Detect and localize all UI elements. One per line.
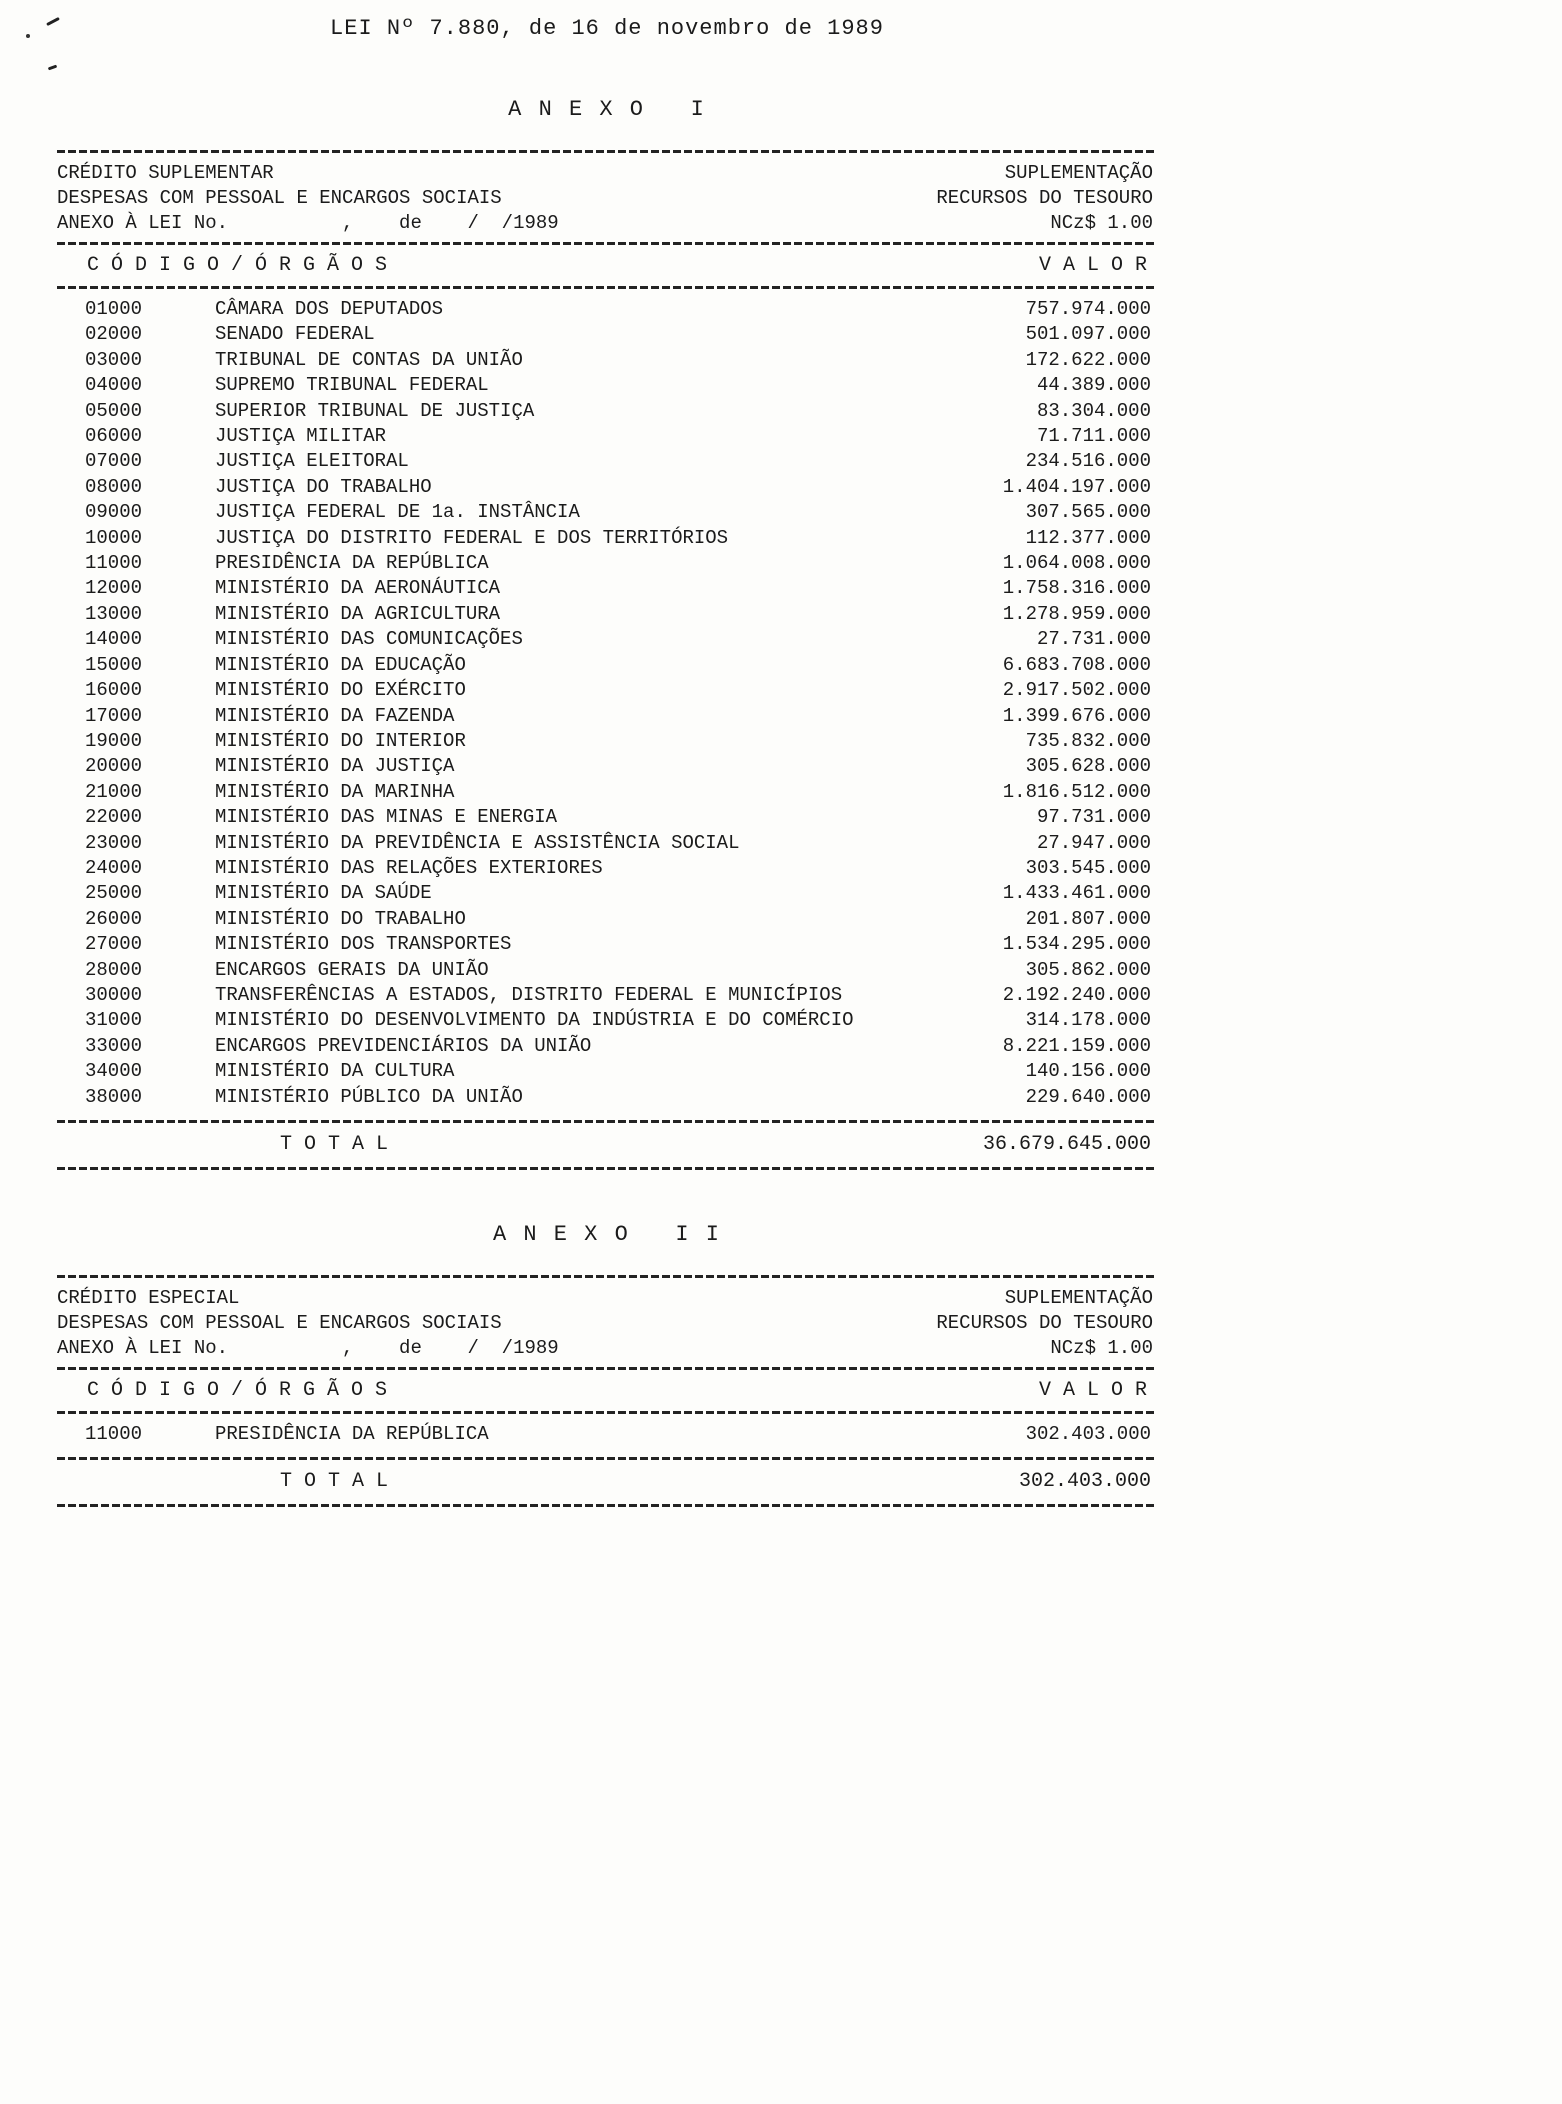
suplementacao-label: SUPLEMENTAÇÃO	[1004, 162, 1153, 184]
row-value: 172.622.000	[1025, 348, 1151, 371]
row-organ-name: JUSTIÇA ELEITORAL	[215, 450, 409, 473]
table-row	[57, 653, 1157, 678]
row-code: 24000	[85, 856, 143, 879]
row-organ-name: MINISTÉRIO DO TRABALHO	[215, 907, 466, 930]
row-code: 27000	[85, 933, 143, 956]
row-organ-name: JUSTIÇA DO DISTRITO FEDERAL E DOS TERRITÓRIOS	[215, 526, 729, 549]
table-row	[57, 1422, 1157, 1447]
row-code: 03000	[85, 348, 143, 371]
row-organ-name: ENCARGOS GERAIS DA UNIÃO	[215, 958, 489, 981]
row-value: 305.862.000	[1025, 958, 1151, 981]
row-code: 17000	[85, 704, 143, 727]
column-header-codigo-orgaos: C Ó D I G O / Ó R G Ã O S	[87, 254, 388, 277]
table-row	[57, 831, 1157, 856]
row-code: 12000	[85, 577, 143, 600]
row-code: 04000	[85, 374, 143, 397]
anexo-lei-label: ANEXO À LEI No. , de / /1989	[57, 1337, 559, 1359]
table-row	[57, 475, 1157, 500]
table-row	[57, 1059, 1157, 1084]
anexo1-column-headers	[57, 245, 1157, 286]
recursos-label: RECURSOS DO TESOURO	[936, 1312, 1153, 1334]
column-header-codigo-orgaos: C Ó D I G O / Ó R G Ã O S	[87, 1379, 388, 1402]
table-row	[57, 958, 1157, 983]
row-value: 303.545.000	[1025, 856, 1151, 879]
document-page	[57, 0, 1157, 1507]
total-value: 302.403.000	[1018, 1470, 1151, 1494]
row-code: 11000	[85, 1423, 143, 1445]
anexo-lei-label: ANEXO À LEI No. , de / /1989	[57, 212, 559, 234]
table-row	[57, 932, 1157, 957]
header-line	[57, 1336, 1153, 1361]
table-row	[57, 322, 1157, 347]
currency-unit-label: NCz$ 1.00	[1050, 212, 1153, 234]
total-value: 36.679.645.000	[982, 1133, 1151, 1156]
row-value: 1.404.197.000	[1002, 475, 1151, 498]
row-code: 30000	[85, 983, 143, 1006]
row-code: 02000	[85, 323, 143, 346]
table-row	[57, 424, 1157, 449]
header-line	[57, 161, 1153, 186]
anexo2-heading: A N E X O I I	[492, 1222, 722, 1247]
row-organ-name: MINISTÉRIO DAS MINAS E ENERGIA	[215, 806, 558, 829]
row-value: 201.807.000	[1025, 907, 1151, 930]
row-organ-name: JUSTIÇA DO TRABALHO	[215, 475, 432, 498]
header-line	[57, 211, 1153, 236]
row-value: 1.399.676.000	[1002, 704, 1151, 727]
row-value: 735.832.000	[1025, 729, 1151, 752]
despesas-label: DESPESAS COM PESSOAL E ENCARGOS SOCIAIS	[57, 1312, 502, 1334]
row-organ-name: MINISTÉRIO DA AGRICULTURA	[215, 602, 501, 625]
table-row	[57, 983, 1157, 1008]
table-row	[57, 1008, 1157, 1033]
divider-dashed	[57, 1504, 1157, 1507]
row-organ-name: MINISTÉRIO DA FAZENDA	[215, 704, 455, 727]
table-row	[57, 348, 1157, 373]
row-code: 01000	[85, 298, 143, 320]
table-row	[57, 373, 1157, 398]
row-value: 757.974.000	[1025, 298, 1151, 320]
row-value: 307.565.000	[1025, 501, 1151, 524]
row-organ-name: CÂMARA DOS DEPUTADOS	[215, 298, 444, 320]
row-organ-name: MINISTÉRIO DA JUSTIÇA	[215, 755, 455, 778]
row-code: 25000	[85, 882, 143, 905]
row-value: 305.628.000	[1025, 755, 1151, 778]
table-row	[57, 526, 1157, 551]
table-row	[57, 1085, 1157, 1110]
row-value: 1.534.295.000	[1002, 933, 1151, 956]
total-label: T O T A L	[280, 1470, 389, 1494]
document-title: LEI Nº 7.880, de 16 de novembro de 1989	[330, 16, 884, 41]
table-row	[57, 500, 1157, 525]
column-header-valor: V A L O R	[1038, 254, 1147, 277]
row-value: 1.758.316.000	[1002, 577, 1151, 600]
row-organ-name: JUSTIÇA FEDERAL DE 1a. INSTÂNCIA	[215, 501, 580, 524]
row-code: 28000	[85, 958, 143, 981]
row-organ-name: MINISTÉRIO DO EXÉRCITO	[215, 679, 466, 702]
row-code: 38000	[85, 1085, 143, 1108]
table-row	[57, 1034, 1157, 1059]
row-organ-name: PRESIDÊNCIA DA REPÚBLICA	[215, 552, 489, 575]
row-code: 20000	[85, 755, 143, 778]
row-organ-name: MINISTÉRIO DO DESENVOLVIMENTO DA INDÚSTRIA E DO COMÉRCIO	[215, 1009, 854, 1032]
row-code: 16000	[85, 679, 143, 702]
row-organ-name: MINISTÉRIO PÚBLICO DA UNIÃO	[215, 1085, 523, 1108]
credit-type-label: CRÉDITO SUPLEMENTAR	[57, 162, 274, 184]
row-code: 07000	[85, 450, 143, 473]
row-code: 13000	[85, 602, 143, 625]
anexo2-header-block	[57, 1278, 1157, 1367]
row-code: 08000	[85, 475, 143, 498]
row-code: 09000	[85, 501, 143, 524]
row-value: 83.304.000	[1036, 399, 1151, 422]
row-value: 27.731.000	[1036, 628, 1151, 651]
row-code: 05000	[85, 399, 143, 422]
column-header-valor: V A L O R	[1038, 1379, 1147, 1402]
row-organ-name: MINISTÉRIO DAS RELAÇÕES EXTERIORES	[215, 856, 603, 879]
row-organ-name: MINISTÉRIO DA MARINHA	[215, 780, 455, 803]
row-organ-name: MINISTÉRIO DA SAÚDE	[215, 882, 432, 905]
row-organ-name: MINISTÉRIO DOS TRANSPORTES	[215, 933, 512, 956]
header-line	[57, 186, 1153, 211]
row-code: 06000	[85, 425, 143, 448]
anexo1-header-block	[57, 153, 1157, 242]
row-value: 140.156.000	[1025, 1060, 1151, 1083]
recursos-label: RECURSOS DO TESOURO	[936, 187, 1153, 209]
row-value: 314.178.000	[1025, 1009, 1151, 1032]
row-value: 234.516.000	[1025, 450, 1151, 473]
row-organ-name: JUSTIÇA MILITAR	[215, 425, 387, 448]
row-value: 8.221.159.000	[1002, 1034, 1151, 1057]
row-value: 1.064.008.000	[1002, 552, 1151, 575]
row-code: 31000	[85, 1009, 143, 1032]
divider-dashed	[57, 1167, 1157, 1170]
row-code: 10000	[85, 526, 143, 549]
row-value: 71.711.000	[1036, 425, 1151, 448]
row-value: 112.377.000	[1025, 526, 1151, 549]
row-code: 26000	[85, 907, 143, 930]
total-label: T O T A L	[280, 1133, 389, 1156]
row-value: 1.816.512.000	[1002, 780, 1151, 803]
currency-unit-label: NCz$ 1.00	[1050, 1337, 1153, 1359]
table-row	[57, 856, 1157, 881]
row-organ-name: MINISTÉRIO DA EDUCAÇÃO	[215, 653, 466, 676]
ink-mark	[26, 34, 30, 38]
table-row	[57, 576, 1157, 601]
row-organ-name: MINISTÉRIO DA PREVIDÊNCIA E ASSISTÊNCIA SOCIAL	[215, 831, 740, 854]
row-value: 302.403.000	[1025, 1423, 1151, 1445]
header-line	[57, 1286, 1153, 1311]
row-organ-name: MINISTÉRIO DAS COMUNICAÇÕES	[215, 628, 523, 651]
suplementacao-label: SUPLEMENTAÇÃO	[1004, 1287, 1153, 1309]
anexo1-total-row	[57, 1123, 1157, 1167]
row-code: 23000	[85, 831, 143, 854]
row-code: 21000	[85, 780, 143, 803]
row-organ-name: ENCARGOS PREVIDENCIÁRIOS DA UNIÃO	[215, 1034, 592, 1057]
row-value: 27.947.000	[1036, 831, 1151, 854]
row-value: 501.097.000	[1025, 323, 1151, 346]
row-code: 15000	[85, 653, 143, 676]
table-row	[57, 399, 1157, 424]
row-code: 33000	[85, 1034, 143, 1057]
row-organ-name: SENADO FEDERAL	[215, 323, 375, 346]
table-row	[57, 627, 1157, 652]
table-row	[57, 754, 1157, 779]
credit-type-label: CRÉDITO ESPECIAL	[57, 1287, 240, 1309]
table-row	[57, 551, 1157, 576]
table-row	[57, 907, 1157, 932]
row-organ-name: PRESIDÊNCIA DA REPÚBLICA	[215, 1423, 489, 1445]
table-row	[57, 805, 1157, 830]
row-value: 1.278.959.000	[1002, 602, 1151, 625]
despesas-label: DESPESAS COM PESSOAL E ENCARGOS SOCIAIS	[57, 187, 502, 209]
table-row	[57, 678, 1157, 703]
ink-mark	[48, 65, 57, 71]
row-code: 19000	[85, 729, 143, 752]
table-row	[57, 449, 1157, 474]
row-code: 14000	[85, 628, 143, 651]
table-row	[57, 729, 1157, 754]
row-value: 229.640.000	[1025, 1085, 1151, 1108]
anexo1-heading: A N E X O I	[508, 97, 706, 122]
table-row	[57, 780, 1157, 805]
row-organ-name: SUPREMO TRIBUNAL FEDERAL	[215, 374, 489, 397]
table-row	[57, 881, 1157, 906]
row-organ-name: TRANSFERÊNCIAS A ESTADOS, DISTRITO FEDERAL E MUNICÍPIOS	[215, 983, 843, 1006]
anexo1-table-body	[57, 289, 1157, 1120]
row-value: 44.389.000	[1036, 374, 1151, 397]
row-organ-name: MINISTÉRIO DA AERONÁUTICA	[215, 577, 501, 600]
anexo2-table-body	[57, 1414, 1157, 1457]
row-value: 2.917.502.000	[1002, 679, 1151, 702]
table-row	[57, 602, 1157, 627]
row-organ-name: MINISTÉRIO DA CULTURA	[215, 1060, 455, 1083]
row-code: 11000	[85, 552, 143, 575]
row-code: 34000	[85, 1060, 143, 1083]
row-organ-name: TRIBUNAL DE CONTAS DA UNIÃO	[215, 348, 523, 371]
row-organ-name: SUPERIOR TRIBUNAL DE JUSTIÇA	[215, 399, 535, 422]
row-value: 1.433.461.000	[1002, 882, 1151, 905]
table-row	[57, 297, 1157, 322]
header-line	[57, 1311, 1153, 1336]
row-value: 2.192.240.000	[1002, 983, 1151, 1006]
anexo2-column-headers	[57, 1370, 1157, 1411]
row-code: 22000	[85, 806, 143, 829]
row-value: 97.731.000	[1036, 806, 1151, 829]
table-row	[57, 704, 1157, 729]
row-organ-name: MINISTÉRIO DO INTERIOR	[215, 729, 466, 752]
anexo2-total-row	[57, 1460, 1157, 1504]
row-value: 6.683.708.000	[1002, 653, 1151, 676]
